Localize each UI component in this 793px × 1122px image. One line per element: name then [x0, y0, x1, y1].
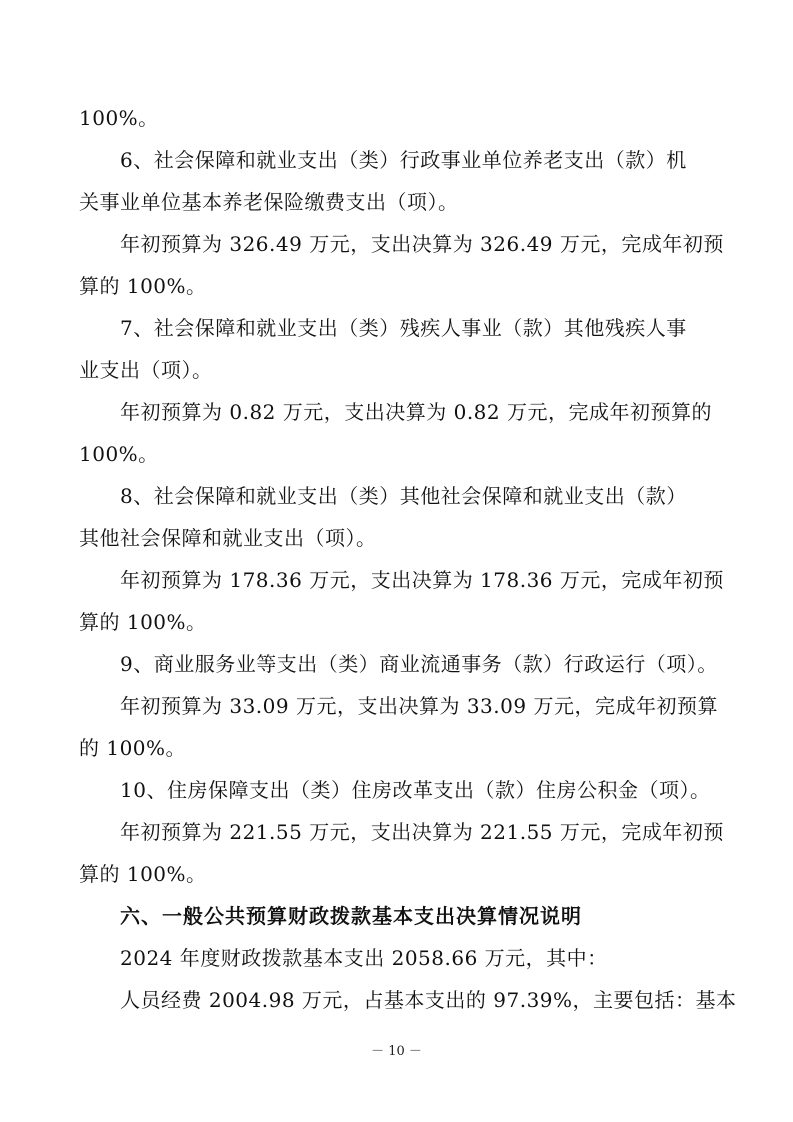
document-body — [79, 97, 737, 1021]
item-6-budget-line-2: 算的 100%。 — [79, 274, 207, 298]
item-8-budget-line-1: 年初预算为 178.36 万元，支出决算为 178.36 万元，完成年初预 — [120, 568, 724, 592]
item-8-title-line-2: 其他社会保障和就业支出（项）。 — [79, 526, 377, 550]
item-7-budget-line-1: 年初预算为 0.82 万元，支出决算为 0.82 万元，完成年初预算的 — [120, 400, 712, 424]
item-10-budget-line-1: 年初预算为 221.55 万元，支出决算为 221.55 万元，完成年初预 — [120, 820, 724, 844]
personnel-expenditure-line: 人员经费 2004.98 万元，占基本支出的 97.39%，主要包括：基本 — [120, 988, 737, 1012]
item-9-budget-line-2: 的 100%。 — [79, 736, 187, 760]
page-number: － 10 － — [371, 1044, 422, 1059]
item-6-title-line-2: 关事业单位基本养老保险缴费支出（项）。 — [79, 190, 459, 214]
item-10-title: 10、住房保障支出（类）住房改革支出（款）住房公积金（项）。 — [120, 778, 711, 802]
item-9-title: 9、商业服务业等支出（类）商业流通事务（款）行政运行（项）。 — [120, 652, 718, 676]
item-7-title-line-2: 业支出（项）。 — [79, 358, 213, 382]
basic-expenditure-summary: 2024 年度财政拨款基本支出 2058.66 万元，其中： — [120, 946, 608, 970]
section-6-heading: 六、一般公共预算财政拨款基本支出决算情况说明 — [120, 904, 582, 928]
item-6-title-line-1: 6、社会保障和就业支出（类）行政事业单位养老支出（款）机 — [120, 148, 687, 172]
item-8-budget-line-2: 算的 100%。 — [79, 610, 207, 634]
item-7-title-line-1: 7、社会保障和就业支出（类）残疾人事业（款）其他残疾人事 — [120, 316, 687, 340]
item-9-budget-line-1: 年初预算为 33.09 万元，支出决算为 33.09 万元，完成年初预算 — [120, 694, 718, 718]
item-10-budget-line-2: 算的 100%。 — [79, 862, 207, 886]
item-7-budget-line-2: 100%。 — [79, 442, 159, 466]
text-line-1: 100%。 — [79, 106, 159, 130]
item-6-budget-line-1: 年初预算为 326.49 万元，支出决算为 326.49 万元，完成年初预 — [120, 232, 724, 256]
item-8-title-line-1: 8、社会保障和就业支出（类）其他社会保障和就业支出（款） — [120, 484, 687, 508]
